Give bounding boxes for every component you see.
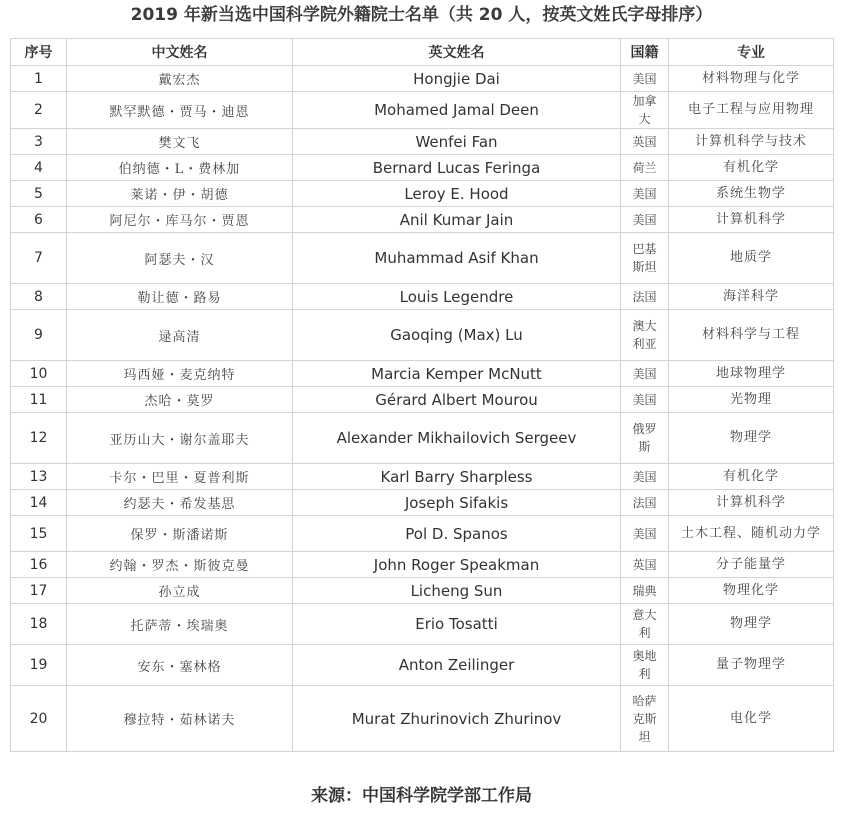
cell-chinese-name: 戴宏杰 <box>67 66 293 92</box>
nationality-text: 奥地利 <box>632 649 657 681</box>
cell-number: 13 <box>11 464 67 490</box>
cell-field: 系统生物学 <box>669 181 834 207</box>
cell-english-name: Gérard Albert Mourou <box>293 387 621 413</box>
cell-nationality <box>621 578 669 604</box>
table-row <box>11 686 834 752</box>
cell-nationality <box>621 129 669 155</box>
cell-nationality <box>621 604 669 645</box>
cell-number: 20 <box>11 686 67 752</box>
cell-chinese-name: 默罕默德・贾马・迪恩 <box>67 92 293 129</box>
cell-chinese-name: 约瑟夫・希发基思 <box>67 490 293 516</box>
table-header-row <box>11 39 834 66</box>
cell-number: 4 <box>11 155 67 181</box>
nationality-text: 意大利 <box>632 608 657 640</box>
cell-english-name: Murat Zhurinovich Zhurinov <box>293 686 621 752</box>
cell-number: 6 <box>11 207 67 233</box>
cell-field: 计算机科学 <box>669 490 834 516</box>
cell-field: 地球物理学 <box>669 361 834 387</box>
table-row <box>11 645 834 686</box>
cell-field: 地质学 <box>669 233 834 284</box>
cell-nationality <box>621 413 669 464</box>
cell-english-name: Joseph Sifakis <box>293 490 621 516</box>
nationality-text: 法国 <box>632 495 657 510</box>
cell-number: 11 <box>11 387 67 413</box>
table-row <box>11 92 834 129</box>
cell-field: 量子物理学 <box>669 645 834 686</box>
cell-field: 材料物理与化学 <box>669 66 834 92</box>
nationality-text: 哈萨克斯坦 <box>632 693 657 744</box>
header-nationality: 国籍 <box>621 39 669 66</box>
cell-chinese-name: 阿瑟夫・汉 <box>67 233 293 284</box>
table-row <box>11 66 834 92</box>
table-row <box>11 233 834 284</box>
cell-nationality <box>621 155 669 181</box>
cell-english-name: Alexander Mikhailovich Sergeev <box>293 413 621 464</box>
table-row <box>11 578 834 604</box>
cell-number: 14 <box>11 490 67 516</box>
nationality-text: 美国 <box>632 71 657 86</box>
cell-nationality <box>621 552 669 578</box>
header-english-name: 英文姓名 <box>293 39 621 66</box>
cell-chinese-name: 孙立成 <box>67 578 293 604</box>
nationality-text: 美国 <box>632 469 657 484</box>
cell-number: 19 <box>11 645 67 686</box>
cell-field: 物理化学 <box>669 578 834 604</box>
header-field: 专业 <box>669 39 834 66</box>
table-row <box>11 310 834 361</box>
cell-chinese-name: 杰哈・莫罗 <box>67 387 293 413</box>
cell-nationality <box>621 645 669 686</box>
cell-nationality <box>621 516 669 552</box>
nationality-text: 英国 <box>632 134 657 149</box>
cell-english-name: Bernard Lucas Feringa <box>293 155 621 181</box>
academician-table <box>10 38 834 752</box>
nationality-text: 美国 <box>632 366 657 381</box>
nationality-text: 荷兰 <box>632 160 657 175</box>
cell-english-name: Louis Legendre <box>293 284 621 310</box>
cell-number: 2 <box>11 92 67 129</box>
cell-field: 光物理 <box>669 387 834 413</box>
nationality-text: 巴基斯坦 <box>632 242 657 274</box>
cell-field: 土木工程、随机动力学 <box>669 516 834 552</box>
cell-field: 材料科学与工程 <box>669 310 834 361</box>
cell-nationality <box>621 181 669 207</box>
nationality-text: 瑞典 <box>632 583 657 598</box>
cell-chinese-name: 约翰・罗杰・斯彼克曼 <box>67 552 293 578</box>
cell-number: 5 <box>11 181 67 207</box>
cell-nationality <box>621 207 669 233</box>
table-row <box>11 129 834 155</box>
cell-field: 电化学 <box>669 686 834 752</box>
table-row <box>11 387 834 413</box>
nationality-text: 俄罗斯 <box>632 422 657 454</box>
table-row <box>11 490 834 516</box>
nationality-text: 美国 <box>632 212 657 227</box>
table-row <box>11 516 834 552</box>
table-row <box>11 464 834 490</box>
cell-english-name: Marcia Kemper McNutt <box>293 361 621 387</box>
nationality-text: 加拿大 <box>632 94 657 126</box>
cell-nationality <box>621 310 669 361</box>
table-row <box>11 361 834 387</box>
cell-chinese-name: 樊文飞 <box>67 129 293 155</box>
cell-field: 计算机科学 <box>669 207 834 233</box>
nationality-text: 澳大利亚 <box>632 319 657 351</box>
cell-english-name: Licheng Sun <box>293 578 621 604</box>
table-row <box>11 604 834 645</box>
nationality-text: 法国 <box>632 289 657 304</box>
table-row <box>11 552 834 578</box>
cell-number: 7 <box>11 233 67 284</box>
cell-chinese-name: 卡尔・巴里・夏普利斯 <box>67 464 293 490</box>
table-row <box>11 181 834 207</box>
cell-field: 有机化学 <box>669 155 834 181</box>
cell-english-name: Anton Zeilinger <box>293 645 621 686</box>
page-title: 2019 年新当选中国科学院外籍院士名单（共 20 人，按英文姓氏字母排序） <box>130 5 713 25</box>
table-row <box>11 207 834 233</box>
cell-number: 8 <box>11 284 67 310</box>
cell-chinese-name: 伯纳德・L・费林加 <box>67 155 293 181</box>
cell-chinese-name: 托萨蒂・埃瑞奥 <box>67 604 293 645</box>
nationality-text: 美国 <box>632 526 657 541</box>
cell-nationality <box>621 686 669 752</box>
header-number: 序号 <box>11 39 67 66</box>
cell-field: 物理学 <box>669 413 834 464</box>
cell-nationality <box>621 284 669 310</box>
cell-nationality <box>621 464 669 490</box>
cell-number: 3 <box>11 129 67 155</box>
cell-english-name: Pol D. Spanos <box>293 516 621 552</box>
cell-number: 17 <box>11 578 67 604</box>
cell-english-name: Anil Kumar Jain <box>293 207 621 233</box>
cell-chinese-name: 保罗・斯潘诺斯 <box>67 516 293 552</box>
nationality-text: 美国 <box>632 392 657 407</box>
cell-field: 有机化学 <box>669 464 834 490</box>
cell-english-name: Muhammad Asif Khan <box>293 233 621 284</box>
cell-english-name: Wenfei Fan <box>293 129 621 155</box>
cell-number: 16 <box>11 552 67 578</box>
table-row <box>11 284 834 310</box>
cell-number: 15 <box>11 516 67 552</box>
cell-nationality <box>621 66 669 92</box>
header-chinese-name: 中文姓名 <box>67 39 293 66</box>
cell-number: 12 <box>11 413 67 464</box>
cell-field: 电子工程与应用物理 <box>669 92 834 129</box>
cell-nationality <box>621 92 669 129</box>
cell-nationality <box>621 361 669 387</box>
nationality-text: 美国 <box>632 186 657 201</box>
cell-chinese-name: 莱诺・伊・胡德 <box>67 181 293 207</box>
cell-field: 物理学 <box>669 604 834 645</box>
cell-field: 海洋科学 <box>669 284 834 310</box>
source-note: 来源：中国科学院学部工作局 <box>311 786 532 806</box>
table-row <box>11 155 834 181</box>
cell-chinese-name: 玛西娅・麦克纳特 <box>67 361 293 387</box>
cell-field: 计算机科学与技术 <box>669 129 834 155</box>
cell-number: 10 <box>11 361 67 387</box>
nationality-text: 英国 <box>632 557 657 572</box>
cell-english-name: Leroy E. Hood <box>293 181 621 207</box>
cell-number: 1 <box>11 66 67 92</box>
cell-number: 9 <box>11 310 67 361</box>
cell-english-name: John Roger Speakman <box>293 552 621 578</box>
cell-chinese-name: 阿尼尔・库马尔・贾恩 <box>67 207 293 233</box>
cell-nationality <box>621 490 669 516</box>
cell-english-name: Gaoqing (Max) Lu <box>293 310 621 361</box>
cell-chinese-name: 穆拉特・茹林诺夫 <box>67 686 293 752</box>
cell-number: 18 <box>11 604 67 645</box>
cell-chinese-name: 亚历山大・谢尔盖耶夫 <box>67 413 293 464</box>
cell-english-name: Hongjie Dai <box>293 66 621 92</box>
cell-field: 分子能量学 <box>669 552 834 578</box>
cell-english-name: Karl Barry Sharpless <box>293 464 621 490</box>
cell-chinese-name: 安东・塞林格 <box>67 645 293 686</box>
cell-chinese-name: 勒让德・路易 <box>67 284 293 310</box>
cell-chinese-name: 逯高清 <box>67 310 293 361</box>
cell-nationality <box>621 387 669 413</box>
cell-nationality <box>621 233 669 284</box>
cell-english-name: Mohamed Jamal Deen <box>293 92 621 129</box>
cell-english-name: Erio Tosatti <box>293 604 621 645</box>
table-row <box>11 413 834 464</box>
